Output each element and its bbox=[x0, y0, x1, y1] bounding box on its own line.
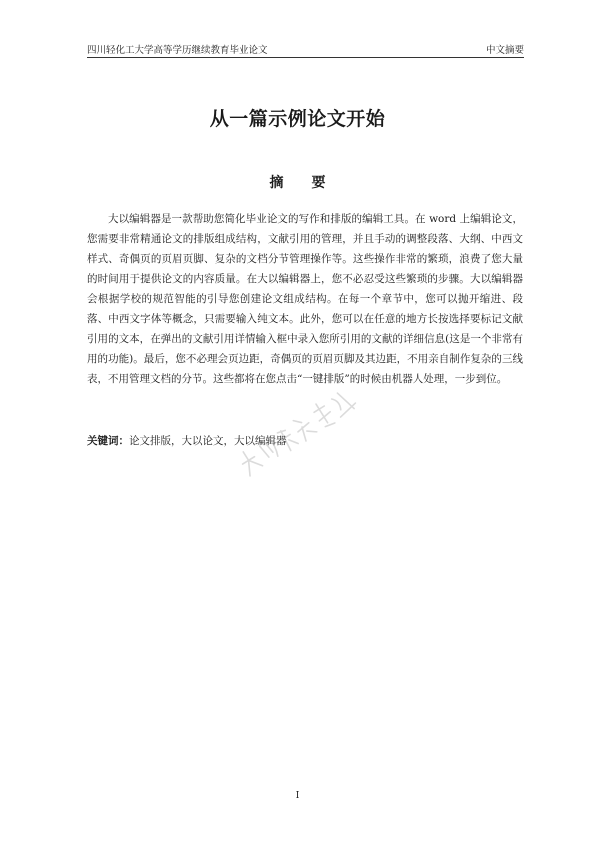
abstract-body: 大以编辑器是一款帮助您简化毕业论文的写作和排版的编辑工具。在 word 上编辑论文，您需要非常精通论文的排版组成结构，文献引用的管理，并且手动的调整段落、大纲、中西文样式、奇偶页的页眉页脚、复杂的文档分节管理操作等。这些操作非常的繁琐，浪费了您大量的时间用于提供论文的内容质量。在大以编辑器上，您不必忍受这些繁琐的步骤。大以编辑器会根据学校的规范智能的引导您创建论文组成结构。在每一个章节中，您可以抛开缩进、段落、中西文字体等概念，只需要输入纯文本。此外，您可以在任意的地方长按选择要标记文献引用的文本，在弹出的文献引用详情输入框中录入您所引用的文献的详细信息(这是一个非常有用的功能)。最后，您不必理会页边距，奇偶页的页眉页脚及其边距，不用亲自制作复杂的三线表，不用管理文档的分节。这些都将在您点击“一键排版”的时候由机器人处理，一步到位。 bbox=[87, 213, 523, 385]
page-number: I bbox=[295, 791, 300, 801]
header-right-text: 中文摘要 bbox=[485, 45, 524, 56]
page-header bbox=[87, 42, 524, 58]
abstract-heading bbox=[0, 172, 595, 192]
keywords-label: 关键词： bbox=[87, 435, 129, 447]
abstract-heading-text: 摘要 bbox=[269, 175, 354, 191]
document-title: 从一篇示例论文开始 bbox=[209, 108, 386, 130]
watermark-signature bbox=[228, 373, 376, 486]
header-left-text: 四川轻化工大学高等学历继续教育毕业论文 bbox=[87, 45, 268, 56]
keywords-value: 论文排版，大以论文，大以编辑器 bbox=[129, 435, 287, 447]
